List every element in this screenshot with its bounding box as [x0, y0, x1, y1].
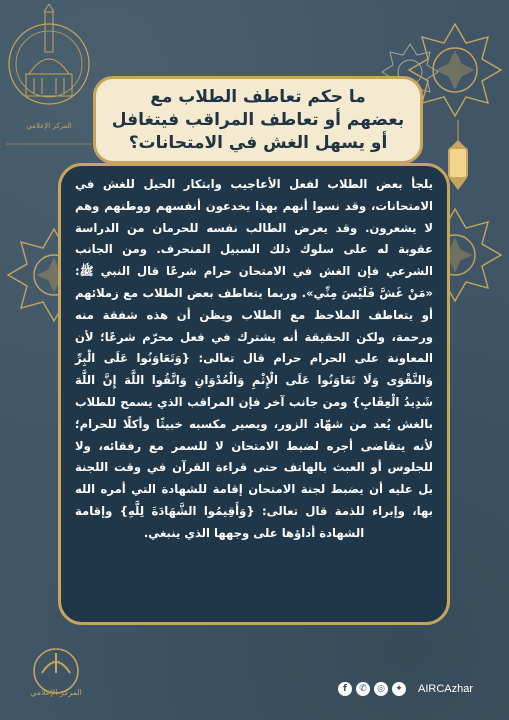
title-box [93, 76, 423, 164]
body-panel [58, 163, 450, 625]
body-text: يلجأ بعض الطلاب لفعل الأعاجيب وابتكار الحيل للغش في الامتحانات، وقد نسوا أنهم بهذا يخدعون أنفسهم ووطنهم وهم لا يشعرون. وقد يعرض الطالب نفسه للحرمان من الدراسة عقوبة له على سلوك ذلك السبيل المنحرف. ومن الجانب الشرعي فإن الغش في الامتحان حرام شرعًا قال النبي ﷺ: «مَنْ غَشَّ فَلَيْسَ مِنِّي». وربما يتعاطف بعض الطلاب مع زملائهم أو يتعاطف الملاحظ مع الطلاب ويظن أن هذه شفقة منه ورحمة، ولكن الحقيقة أنه يشترك في فعل محرّم شرعًا؛ لأن المعاونة على الحرام حرام قال تعالى: {وَتَعَاوَنُوا عَلَى الْبِرِّ وَالتَّقْوَى وَلَا تَعَاوَنُوا عَلَى الْإِثْمِ وَالْعُدْوَانِ وَاتَّقُوا اللَّهَ إِنَّ اللَّهَ شَدِيدُ الْعِقَابِ} ومن جانب آخر فإن المراقب الذي يسمح للطلاب بالغش يُعد من شهّاد الزور، ويصير مكسبه خبيثًا وأكلًا للحرام؛ لأنه يتقاضى أجره لضبط الامتحان لا للسمر مع رفقائه، ولا للجلوس أو العبث بالهاتف حتى قراءة القرآن في وقت اللجنة بل عليه أن يضبط لجنة الامتحان إقامة للشهادة التي أمره الله بها، وإبراء للذمة قال تعالى: {وَأَقِيمُوا الشَّهَادَةَ لِلَّهِ} وإقامة الشهادة أداؤها على وجهها الذي ينبغي. [75, 177, 433, 540]
social-handle[interactable]: AIRCAzhar [418, 683, 474, 695]
title-line-3: أو يسهل الغش في الامتحانات؟ [128, 132, 388, 153]
title-line-2: بعضهم أو تعاطف المراقب فيتغافل [111, 109, 405, 130]
twitter-icon[interactable]: ✦ [392, 682, 406, 696]
media-center-logo [18, 643, 94, 713]
bottom-logo-caption: المركز الإعلامي [30, 688, 82, 697]
whatsapp-icon[interactable]: ✆ [356, 682, 370, 696]
social-icons [338, 682, 406, 696]
top-logo-caption: المركز الإعلامي [26, 122, 72, 130]
title-line-1: ما حكم تعاطف الطلاب مع [150, 86, 366, 107]
instagram-icon[interactable]: ◎ [374, 682, 388, 696]
azhar-emblem-logo [6, 4, 92, 154]
facebook-icon[interactable]: f [338, 682, 352, 696]
